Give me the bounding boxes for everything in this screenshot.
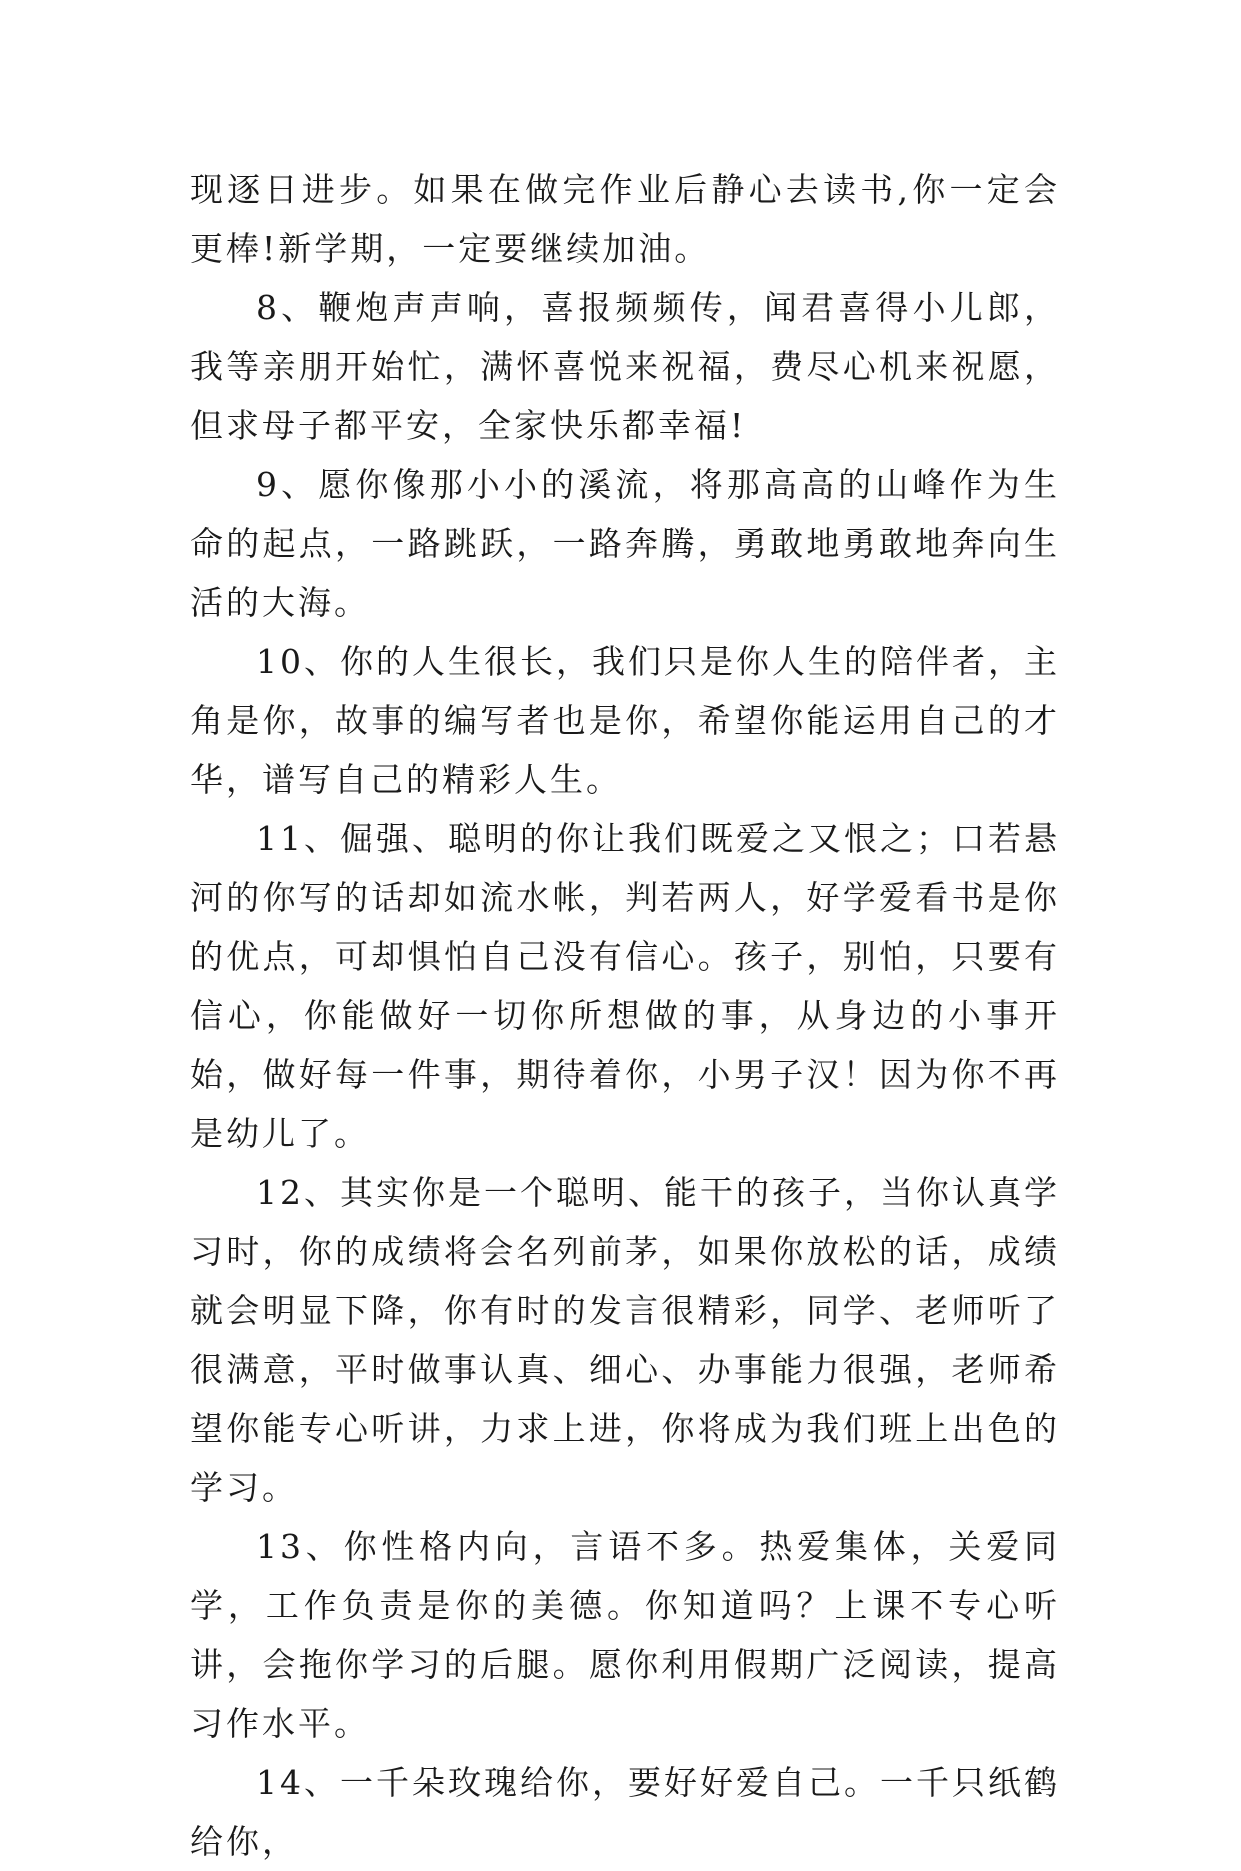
paragraph-item-8: 8、鞭炮声声响，喜报频频传，闻君喜得小儿郎，我等亲朋开始忙，满怀喜悦来祝福，费尽心机来祝愿，但求母子都平安，全家快乐都幸福! <box>190 288 1060 445</box>
paragraph-item-10: 10、你的人生很长，我们只是你人生的陪伴者，主角是你，故事的编写者也是你，希望你能运用自己的才华，谱写自己的精彩人生。 <box>190 642 1060 799</box>
paragraph-item-9: 9、愿你像那小小的溪流，将那高高的山峰作为生命的起点，一路跳跃，一路奔腾，勇敢地勇敢地奔向生活的大海。 <box>190 465 1060 622</box>
paragraph-item-14: 14、一千朵玫瑰给你，要好好爱自己。一千只纸鹤给你， <box>190 1763 1060 1861</box>
paragraph-item-12: 12、其实你是一个聪明、能干的孩子，当你认真学习时，你的成绩将会名列前茅，如果你放松的话，成绩就会明显下降，你有时的发言很精彩，同学、老师听了很满意，平时做事认真、细心、办事能力很强，老师希望你能专心听讲，力求上进，你将成为我们班上出色的学习。 <box>190 1173 1060 1507</box>
paragraph-continuation: 现逐日进步。如果在做完作业后静心去读书,你一定会更棒!新学期，一定要继续加油。 <box>190 170 1060 268</box>
document-body <box>190 160 1060 1871</box>
paragraph-item-11: 11、倔强、聪明的你让我们既爱之又恨之；口若悬河的你写的话却如流水帐，判若两人，好学爱看书是你的优点，可却惧怕自己没有信心。孩子，别怕，只要有信心，你能做好一切你所想做的事，从身边的小事开始，做好每一件事，期待着你，小男子汉！因为你不再是幼儿了。 <box>190 819 1060 1153</box>
paragraph-item-13: 13、你性格内向，言语不多。热爱集体，关爱同学，工作负责是你的美德。你知道吗？上课不专心听讲，会拖你学习的后腿。愿你利用假期广泛阅读，提高习作水平。 <box>190 1527 1060 1743</box>
